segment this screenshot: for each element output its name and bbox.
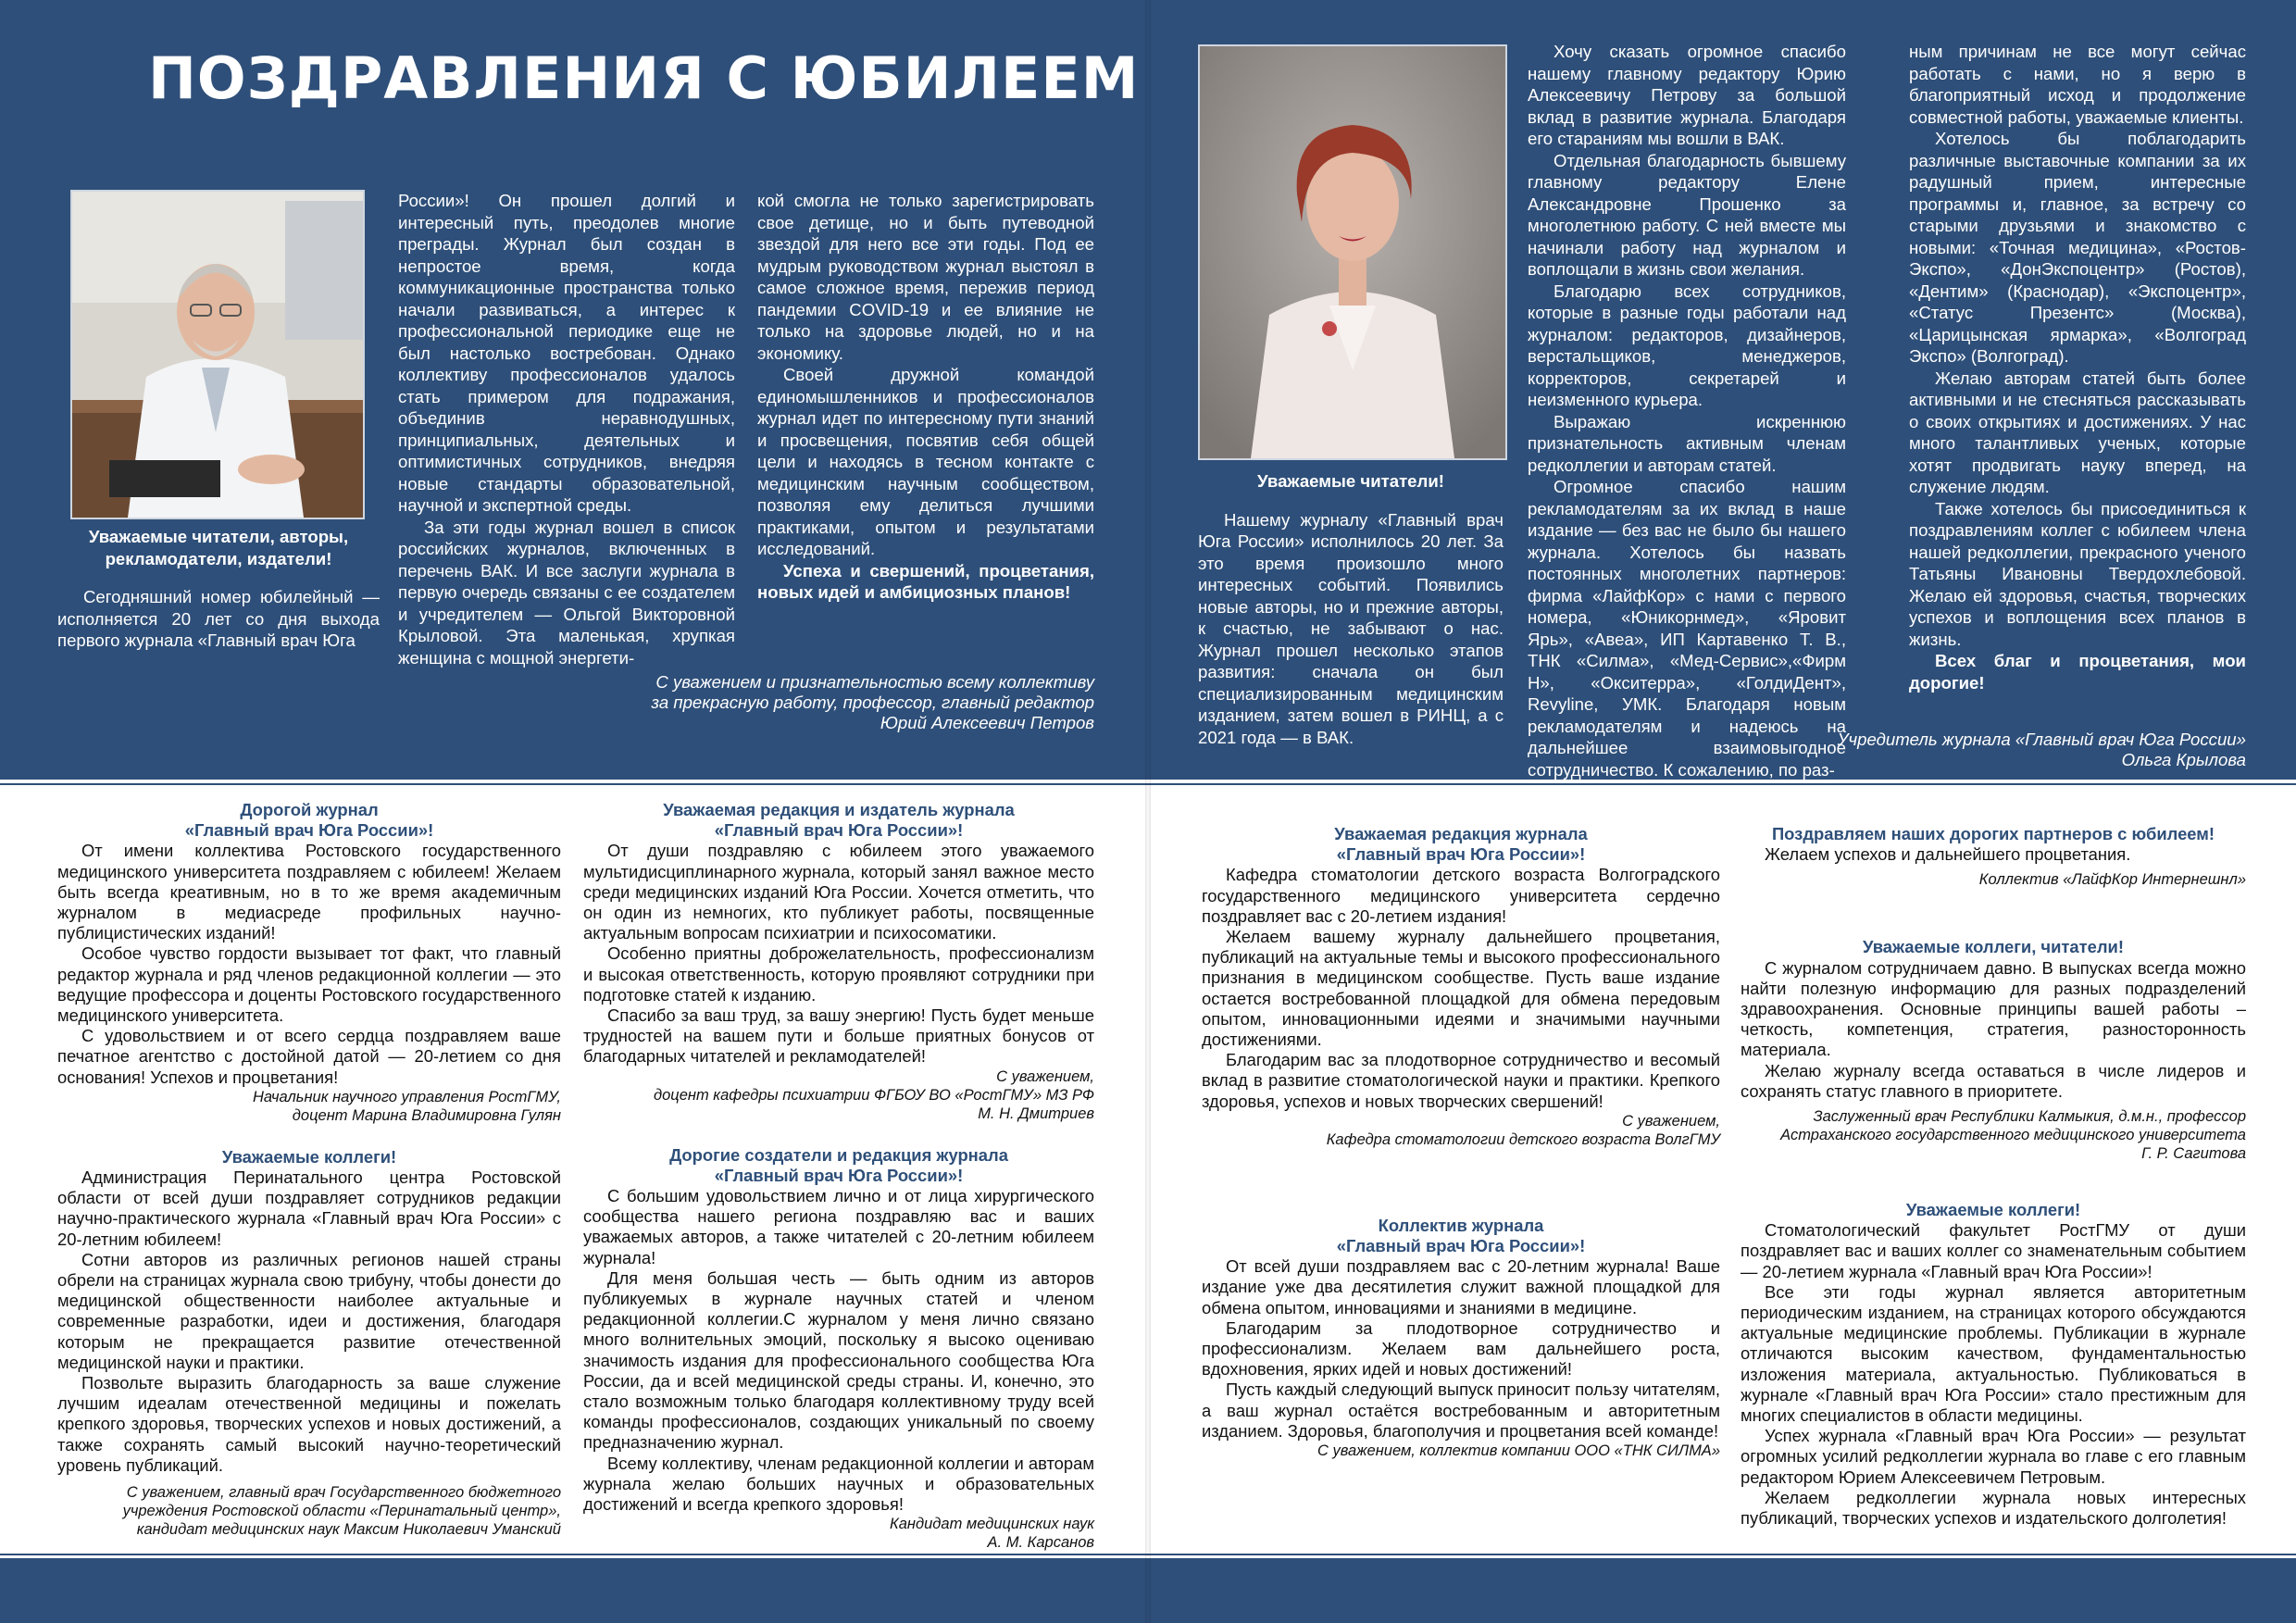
paragraph: Желаем успехов и дальнейшего процветания. xyxy=(1765,844,2131,865)
paragraph: Также хотелось бы присоединиться к поздравлениям коллег с юбилеем члена нашей редколлегии, прекрасного ученого Татьяны Ивановны Твердохлебовой. Желаю ей здоровья, счастья, творческих успехов и воплощения всех планов в жизнь. xyxy=(1909,498,2246,649)
paragraph: Сотни авторов из различных регионов нашей страны обрели на страницах журнала свою трибуну, чтобы донести до медицинской общественности наиболее актуальные и современные разработки, идеи и достижения, благодаря которым не прекращается развитие отечественной медицинской науки и практики. xyxy=(57,1249,561,1372)
greeting-heading: Поздравляем наших дорогих партнеров с юбилеем! xyxy=(1771,824,2215,843)
greeting-signature: Кафедра стоматологии детского возраста ВолгГМУ xyxy=(1326,1130,1720,1148)
paragraph: Позвольте выразить благодарность за ваше служение лучшим идеалам отечественной медицины и пожелать крепкого здоровья, творческих успехов и новых достижений, а также сохранять самый высокий научно-теоретический уровень публикаций. xyxy=(57,1373,561,1475)
greeting-heading: «Главный врач Юга России»! xyxy=(1336,1236,1586,1256)
greeting-signature: М. Н. Дмитриев xyxy=(978,1105,1094,1122)
greeting-signature: Г. Р. Сагитова xyxy=(2141,1145,2246,1163)
paragraph: России»! Он прошел долгий и интересный путь, преодолев многие преграды. Журнал был создан в непростое время, когда коммуникационные пространства только начали развиваться, а интерес к профессиональной периодике еще не был настолько востребован. Однако коллективу профессионалов удалось стать примером для подражания, объединив неравнодушных, принципиальных, деятельных и оптимистичных сотрудников, внедряя новые стандарты образовательной, научной и экспертной среды. xyxy=(398,191,735,515)
paragraph-wish: Всех благ и процветания, мои дорогие! xyxy=(1909,651,2246,693)
paragraph: Спасибо за ваш труд, за вашу энергию! Пусть будет меньше трудностей на вашем пути и больше приятных бонусов от благодарных читателей и рекламодателей! xyxy=(583,1005,1094,1067)
signature-line: Ольга Крылова xyxy=(2121,750,2246,769)
greeting-signature: Кандидат медицинских наук xyxy=(890,1516,1094,1533)
greeting-heading: Коллектив журнала xyxy=(1378,1215,1544,1235)
paragraph-wish: Успеха и свершений, процветания, новых идей и амбициозных планов! xyxy=(757,560,1094,602)
paragraph: Всему коллективу, членам редакционной коллегии и авторам журнала желаю больших научных и образовательных достижений и всегда крепкого здоровья! xyxy=(583,1453,1094,1515)
paragraph: Желаю журналу всегда оставаться в числе лидеров и сохранять статус главного в приоритете. xyxy=(1741,1060,2246,1101)
greeting-signature: Астраханского государственного медицинского университета xyxy=(1780,1127,2246,1144)
paragraph: Стоматологический факультет РостГМУ от души поздравляет вас и ваших коллег со знаменательным событием — 20-летием журнала «Главный врач Юга России»! xyxy=(1741,1220,2246,1281)
greeting-heading: Уважаемые коллеги, читатели! xyxy=(1863,937,2124,957)
greeting-signature: Заслуженный врач Республики Калмыкия, д.м.н., профессор xyxy=(1813,1108,2246,1126)
greeting-heading: «Главный врач Юга России»! xyxy=(714,1165,964,1185)
page-title: ПОЗДРАВЛЕНИЯ С ЮБИЛЕЕМ xyxy=(148,44,1140,112)
greeting-heading: Дорогой журнал xyxy=(240,800,379,819)
left-intro-col1 xyxy=(57,526,380,652)
paragraph: Сегодняшний номер юбилейный — исполняется 20 лет со дня выхода первого журнала «Главный врач Юга xyxy=(57,587,380,650)
paragraph: Хочу сказать огромное спасибо нашему главному редактору Юрию Алексеевичу Петрову за большой вклад в развитие журнала. Благодаря его стараниям мы вошли в ВАК. xyxy=(1528,42,1846,148)
paragraph: Благодарим за плодотворное сотрудничество и профессионализм. Желаем вам дальнейшего роста, вдохновения, ярких идей и новых достижений! xyxy=(1202,1317,1720,1380)
signature-line: Юрий Алексеевич Петров xyxy=(880,713,1094,732)
bottom-col2 xyxy=(583,800,1094,1552)
left-intro-col2 xyxy=(398,190,735,668)
paragraph: Огромное спасибо нашим рекламодателям за их вклад в наше издание — без вас не было бы нашего журнала. Хотелось бы назвать постоянных многолетних партнеров: фирма «ЛайфКор» с нами с первого номера, «Юникорнмед», «Яровит Ярь», «Авеа», ИП Картавенко Т. В., ТНК «Силма», «Мед-Сервис»,«Фирм Н», «Окситерра», «ГолдиДент», Revyline, УМК. Благодаря новым рекламодателям и надеюсь на дальнейшее взаимовыгодное сотрудничество. К сожалению, по раз- xyxy=(1528,477,1846,780)
photo-petrov xyxy=(70,190,365,519)
bottom-col4 xyxy=(1741,824,2246,1529)
signature-line: С уважением и признательностью всему коллективу xyxy=(655,672,1094,692)
greeting-heading: Уважаемая редакция журнала xyxy=(1334,824,1588,843)
paragraph: Все эти годы журнал является авторитетным периодическим изданием, на страницах которого обсуждаются актуальные медицинские проблемы. Публикации в журнале отличаются высоким качеством, фундаментальностью изложения материала, актуальностью. Публиковаться в журнале «Главный врач Юга России» стало престижным для многих специалистов в области медицины. xyxy=(1741,1281,2246,1426)
paragraph: Особое чувство гордости вызывает тот факт, что главный редактор журнала и ряд членов редакционной коллегии — это ведущие профессора и доценты Ростовского государственного медицинского университета. xyxy=(57,943,561,1026)
paragraph: Успех журнала «Главный врач Юга России» — результат огромных усилий редколлегии журнала во главе с его главным редактором Юрием Алексеевичем Петровым. xyxy=(1741,1426,2246,1487)
paragraph: Желаем редколлегии журнала новых интересных публикаций, творческих успехов и издательского долголетия! xyxy=(1741,1487,2246,1529)
signature-krylova xyxy=(1666,730,2246,770)
portrait-man-image xyxy=(72,192,363,518)
left-intro-col3 xyxy=(757,190,1094,604)
signature-line: за прекрасную работу, профессор, главный редактор xyxy=(651,693,1094,712)
greeting-signature: С уважением, xyxy=(1622,1112,1720,1130)
portrait-woman-image xyxy=(1200,46,1505,458)
paragraph: Пусть каждый следующий выпуск приносит пользу читателям, а ваш журнал остаётся востребованным и авторитетным изданием. Здоровья, благополучия и процветания всей команде! xyxy=(1202,1380,1721,1441)
greeting-heading: Дорогие создатели и редакция журнала xyxy=(669,1144,1008,1165)
paragraph: Благодарю всех сотрудников, которые в разные годы работали над журналом: редакторов, дизайнеров, верстальщиков, менеджеров, корректоров, секретарей и неизменного курьера. xyxy=(1528,281,1846,409)
greeting-heading: «Главный врач Юга России»! xyxy=(184,820,434,841)
greeting-signature: доцент Марина Владимировна Гулян xyxy=(292,1106,561,1124)
bottom-col3 xyxy=(1202,824,1720,1460)
intro-caption: Уважаемые читатели, авторы, рекламодатели, издатели! xyxy=(88,527,349,568)
page-fold xyxy=(1145,0,1151,1623)
paragraph: Кафедра стоматологии детского возраста Волгоградского государственного медицинского университета сердечно поздравляет вас с 20-летием издания! xyxy=(1202,865,1720,926)
paragraph: Хотелось бы поблагодарить различные выставочные компании за их радушный прием, интересные программы и, главное, за встречу со старыми друзьями и знакомство с новыми: «Точная медицина», «Ростов-Экспо», «ДонЭкспоцентр» (Ростов), «Дентим» (Краснодар), «Экспоцентр», «Статус Презентс» (Москва), «Царицынская ярмарка», «Волгоград Экспо» (Волгоград). xyxy=(1909,129,2246,366)
greeting-signature: Начальник научного управления РостГМУ, xyxy=(252,1088,561,1105)
greeting-heading: «Главный врач Юга России»! xyxy=(714,820,964,841)
greeting-signature: Коллектив «ЛайфКор Интернешнл» xyxy=(1978,871,2246,889)
paragraph: Благодарим вас за плодотворное сотрудничество и весомый вклад в развитие стоматологической науки и практики. Крепкого здоровья, успехов и новых творческих свершений! xyxy=(1202,1050,1720,1111)
paragraph: Отдельная благодарность бывшему главному редактору Елене Александровне Прошенко за многолетнюю работу. С ней вместе мы начинали работу над журналом и воплощали в жизнь свои желания. xyxy=(1528,150,1846,279)
paragraph: С большим удовольствием лично и от лица хирургического сообщества нашего региона поздравляю вас и ваших уважаемых авторов, а также читателей с 20-летним юбилеем журнала! xyxy=(583,1186,1094,1267)
greeting-heading: Уважаемая редакция и издатель журнала xyxy=(663,800,1015,819)
greeting-signature: кандидат медицинских наук Максим Николаевич Уманский xyxy=(136,1521,561,1539)
paragraph: Желаю авторам статей быть более активными и не стесняться рассказывать о своих открытиях и достижениях. У нас много талантливых ученых, которые хотят продвигать науку вперед, на служение людям. xyxy=(1909,368,2246,496)
paragraph: От имени коллектива Ростовского государственного медицинского университета поздравляем с юбилеем! Желаем быть всегда креативным, но в то же время академичным журналом в медиасреде профильных научно-публицистических изданий! xyxy=(57,841,561,943)
greeting-heading: «Главный врач Юга России»! xyxy=(1336,844,1586,865)
paragraph: Выражаю искреннюю признательность активным членам редколлегии и авторам статей. xyxy=(1528,411,1846,475)
photo-krylova xyxy=(1198,44,1507,460)
intro-caption: Уважаемые читатели! xyxy=(1257,471,1444,491)
greeting-signature: учреждения Ростовской области «Перинатальный центр», xyxy=(122,1503,561,1520)
paragraph: За эти годы журнал вошел в список российских журналов, включенных в перечень ВАК. И все заслуги журнала в первую очередь связаны с ее создателем и учредителем — Ольгой Викторовной Крыловой. Эта маленькая, хрупкая женщина с мощной энергети- xyxy=(398,517,735,668)
greeting-signature: С уважением, xyxy=(996,1067,1094,1085)
paragraph: С удовольствием и от всего сердца поздравляем ваше печатное агентство с достойной датой — 20-летием со дня основания! Успехов и процветания! xyxy=(57,1026,561,1087)
bottom-col1 xyxy=(57,800,561,1539)
paragraph: Для меня большая честь — быть одним из авторов публикуемых в журнале научных статей и членом редакционной коллегии.С журналом у меня лично связано много волнительных эмоций, поскольку я высоко оцениваю значимость издания для профессионального сообщества Юга России, да и всей медицинской среды страны. И, конечно, это стало возможным только благодаря коллективному труду всей команды профессионалов, создающих уникальный по своему предназначению журнал. xyxy=(583,1267,1094,1453)
greeting-heading: Уважаемые коллеги! xyxy=(221,1146,397,1167)
paragraph: Нашему журналу «Главный врач Юга России» исполнилось 20 лет. За это время произошло много интересных событий. Появились новые авторы, но и прежние авторы, к счастью, не забывают о нас. Журнал прошел несколько этапов развития: сначала он был специализированным медицинским изданием, затем вошел в РИНЦ, а с 2021 года — в ВАК. xyxy=(1198,509,1504,747)
greeting-signature: доцент кафедры психиатрии ФГБОУ ВО «РостГМУ» МЗ РФ xyxy=(653,1086,1094,1104)
right-intro-col2 xyxy=(1528,41,1846,780)
paragraph: Особенно приятны доброжелательность, профессионализм и высокая ответственность, которую проявляют сотрудники при подготовке статей к изданию. xyxy=(583,943,1094,1005)
greeting-signature: С уважением, главный врач Государственного бюджетного xyxy=(126,1484,561,1502)
paragraph: С журналом сотрудничаем давно. В выпусках всегда можно найти полезную информацию для разных подразделений здравоохранения. Основные принципы вашей работы – четкость, компетенция, стратегия, разносторонность материала. xyxy=(1741,957,2246,1060)
paragraph: кой смогла не только зарегистрировать свое детище, но и быть путеводной звездой для него все эти годы. Под ее мудрым руководством журнал выстоял в самое сложное время, пережив период пандемии COVID-19 и ее влияние не только на здоровье людей, но и на экономику. xyxy=(757,191,1094,363)
paragraph: От всей души поздравляем вас с 20-летним журнала! Ваше издание уже два десятилетия служит важной площадкой для обмена опытом, инновациями и знаниями в медицине. xyxy=(1202,1256,1720,1317)
signature-petrov xyxy=(518,672,1094,733)
paragraph: От души поздравляю с юбилеем этого уважаемого мультидисциплинарного журнала, который занял важное место среди медицинских изданий Юга России. Хочется отметить, что он один из немногих, кто публикует работы, посвященные актуальным вопросам психиатрии и психосоматики. xyxy=(583,841,1094,943)
right-intro-col3 xyxy=(1909,41,2246,693)
paragraph: Своей дружной командой единомышленников и профессионалов журнал идет по интересному пути знаний и просвещения, посвятив себя общей цели и находясь в тесном контакте с медицинским научным сообществом, позволяя ему делиться лучшими практиками, опытом и результатами исследований. xyxy=(757,365,1094,558)
greeting-heading: Уважаемые коллеги! xyxy=(1905,1200,2081,1220)
paragraph: Администрация Перинатального центра Ростовской области от всей души поздравляет сотрудников редакции научно-практического журнала «Главный врач Юга России» с 20-летним юбилеем! xyxy=(57,1167,561,1249)
paragraph: Желаем вашему журналу дальнейшего процветания, публикаций на актуальные темы и высокого профессионального признания в медицинском сообществе. Пусть ваше издание остается востребованной площадкой для обмена передовым опытом, инновационными идеями и значимыми научными достижениями. xyxy=(1202,927,1720,1050)
greeting-signature: А. М. Карсанов xyxy=(987,1534,1094,1552)
signature-line: Учредитель журнала «Главный врач Юга России» xyxy=(1837,730,2246,749)
right-intro-col1 xyxy=(1198,470,1504,748)
paragraph: ным причинам не все могут сейчас работать с нами, но я верю в благоприятный исход и продолжение совместной работы, уважаемые клиенты. xyxy=(1909,42,2246,127)
greeting-signature: С уважением, коллектив компании ООО «ТНК СИЛМА» xyxy=(1317,1442,1720,1460)
